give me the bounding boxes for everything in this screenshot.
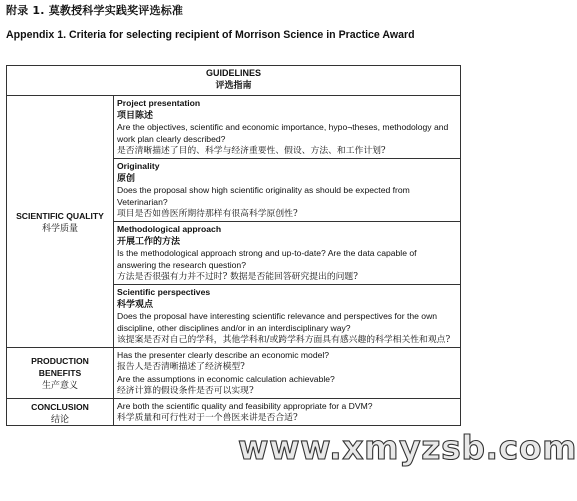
criterion-question-cn: 是否清晰描述了目的、科学与经济重要性、假设、方法、和工作计划? <box>117 146 386 156</box>
conclusion-question-cn: 科学质量和可行性对于一个兽医来讲是否合适? <box>117 413 298 423</box>
production-question-2-cn: 经济计算的假设条件是否可以实现? <box>117 386 254 396</box>
criteria-table <box>6 65 461 426</box>
criterion-question-en: Is the methodological approach strong and up-to-date? Are the data capable of answering the research question? <box>117 248 417 270</box>
production-question-2-en: Are the assumptions in economic calculation achievable? <box>117 374 335 384</box>
criterion-title-cn: 科学观点 <box>117 299 154 309</box>
criterion-title-en: Methodological approach <box>117 224 222 234</box>
appendix-title-chinese: 附录 1. 莫教授科学实践奖评选标准 <box>6 4 184 17</box>
website-watermark: www.xmyzsb.com <box>238 428 577 467</box>
conclusion-label-en: CONCLUSION <box>31 402 89 412</box>
criterion-project-presentation <box>114 96 461 159</box>
criterion-title-en: Project presentation <box>117 98 201 108</box>
scientific-quality-label-cell <box>7 96 114 348</box>
guidelines-header-en: GUIDELINES <box>206 68 262 78</box>
criterion-question-cn: 项目是否如兽医所期待那样有很高科学原创性? <box>117 209 298 219</box>
guidelines-header <box>7 66 461 96</box>
conclusion-label-cell <box>7 399 114 426</box>
conclusion-label-cn: 结论 <box>50 414 69 424</box>
production-benefits-label-cell <box>7 348 114 399</box>
criterion-question-cn: 该提案是否对自己的学科，其他学科和/或跨学科方面具有感兴趣的科学相关性和观点? <box>117 335 451 345</box>
criterion-methodological-approach <box>114 222 461 285</box>
production-question-1-en: Has the presenter clearly describe an economic model? <box>117 350 330 360</box>
criterion-title-cn: 原创 <box>117 173 136 183</box>
criterion-question-en: Does the proposal show high scientific originality as should be expected from Veterinarian? <box>117 185 410 207</box>
criterion-title-en: Scientific perspectives <box>117 287 211 297</box>
criterion-question-en: Does the proposal have interesting scientific relevance and perspectives for the own discipline, other disciplines and/or in an interdisciplinary way? <box>117 311 438 333</box>
production-benefits-row <box>7 348 461 399</box>
criterion-title-en: Originality <box>117 161 160 171</box>
production-benefits-label-cn: 生产意义 <box>41 380 78 390</box>
appendix-title-english: Appendix 1. Criteria for selecting recipient of Morrison Science in Practice Award <box>6 29 415 41</box>
criterion-scientific-perspectives <box>114 285 461 348</box>
conclusion-criteria <box>114 399 461 426</box>
criterion-question-cn: 方法是否很强有力并不过时? 数据是否能回答研究提出的问题? <box>117 272 358 282</box>
scientific-quality-row-1 <box>7 96 461 159</box>
production-question-1-cn: 报告人是否清晰描述了经济模型? <box>117 362 245 372</box>
production-benefits-label-line2: BENEFITS <box>38 368 82 378</box>
criterion-title-cn: 项目陈述 <box>117 110 154 120</box>
criterion-originality <box>114 159 461 222</box>
header-row <box>7 66 461 96</box>
scientific-quality-label-en: SCIENTIFIC QUALITY <box>16 210 104 221</box>
production-benefits-criteria <box>114 348 461 399</box>
production-benefits-label-line1: PRODUCTION <box>31 356 89 366</box>
conclusion-row <box>7 399 461 426</box>
scientific-quality-label-cn: 科学质量 <box>41 222 78 233</box>
criterion-title-cn: 开展工作的方法 <box>117 236 181 246</box>
criterion-question-en: Are the objectives, scientific and economic importance, hypo¬theses, methodology and work plan clearly described? <box>117 122 449 144</box>
conclusion-question-en: Are both the scientific quality and feasibility appropriate for a DVM? <box>117 401 373 411</box>
guidelines-header-cn: 评选指南 <box>215 79 252 90</box>
